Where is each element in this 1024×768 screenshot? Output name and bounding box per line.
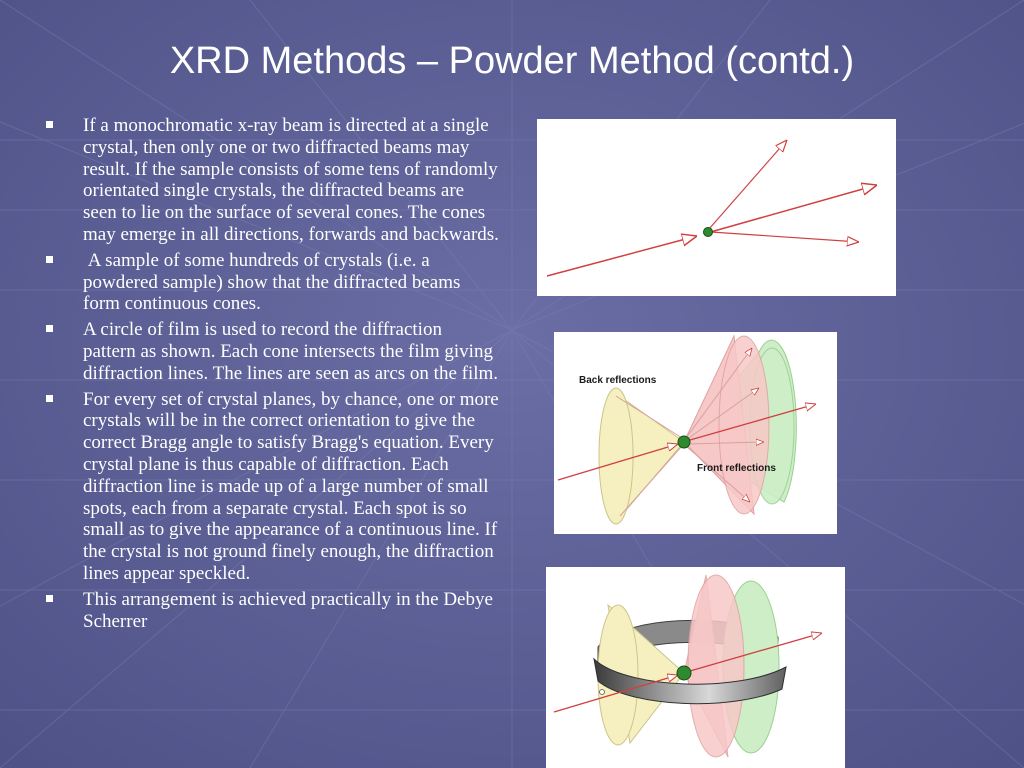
diffraction-cones-figure: [554, 332, 837, 534]
bullet-text: This arrangement is achieved practically in the Debye Scherrer: [83, 588, 493, 632]
square-bullet-icon: [46, 595, 53, 602]
bullet-item: [44, 589, 499, 633]
square-bullet-icon: [46, 325, 53, 332]
front-reflections-label: Front reflections: [697, 463, 776, 474]
crystal-icon: [704, 228, 713, 237]
bullet-item: [44, 115, 499, 246]
bullet-text: If a monochromatic x-ray beam is directed at a single crystal, then only one or two diffracted beams may result. If the sample consists of some tens of randomly orientated single crystals, the diffracted beams are seen to lie on the surface of several cones. The cones may emerge in all directions, forwards and backwards.: [83, 115, 499, 245]
transmitted-beam: [707, 185, 877, 233]
bullet-item: [44, 319, 499, 384]
bullet-text: A sample of some hundreds of crystals (i.e. a powdered sample) show that the diffracted beams form continuous cones.: [83, 249, 466, 315]
crystal-icon: [678, 436, 690, 448]
single-crystal-diffraction-figure: [537, 119, 896, 296]
bullet-list: [44, 115, 499, 636]
incident-beam: [547, 236, 697, 276]
bullet-text: For every set of crystal planes, by chance, one or more crystals will be in the correct orientation to give the correct Bragg angle to satisfy Bragg's equation. Every crystal plane is thus capable of diffraction. Each diffraction line is made up of a large number of small spots, each from a separate crystal. Each spot is so small as to give the appearance of a continuous line. If the crystal is not ground finely enough, the diffraction lines appear speckled.: [83, 388, 499, 584]
crystal-icon: [677, 666, 691, 680]
front-cone-pink-base: [688, 575, 744, 757]
square-bullet-icon: [46, 395, 53, 402]
bullet-text: A circle of film is used to record the diffraction pattern as shown. Each cone intersects the film giving diffraction lines. The lines are seen as arcs on the film.: [83, 319, 499, 384]
debye-scherrer-film-figure: [546, 567, 845, 768]
diffracted-beam-up: [709, 140, 787, 229]
bullet-item: [44, 389, 499, 585]
film-hole: [600, 690, 605, 695]
square-bullet-icon: [46, 256, 53, 263]
diffracted-beam-down: [711, 232, 859, 242]
square-bullet-icon: [46, 121, 53, 128]
back-reflections-label: Back reflections: [579, 375, 657, 386]
bullet-item: [44, 250, 499, 315]
slide-title: XRD Methods – Powder Method (contd.): [169, 40, 855, 82]
back-cone-base: [599, 388, 633, 524]
